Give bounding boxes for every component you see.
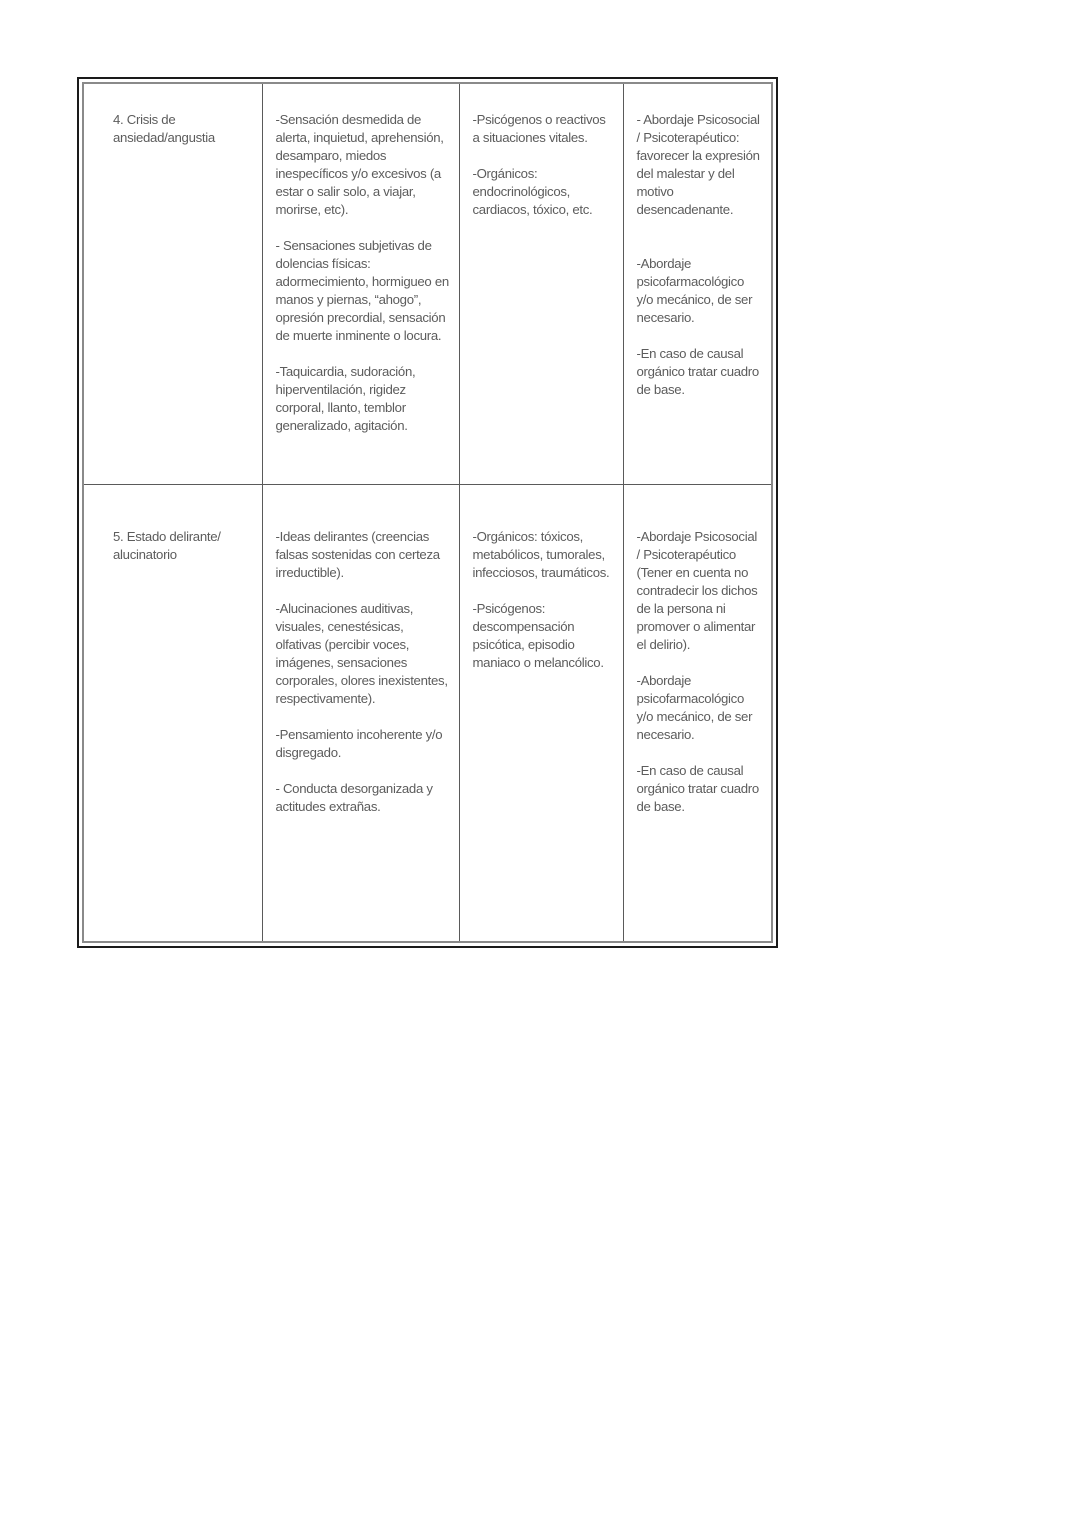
causes-cell xyxy=(459,484,623,941)
approach-cell xyxy=(623,84,771,484)
clinical-table xyxy=(84,84,771,941)
table-row-anxiety-crisis xyxy=(84,84,771,484)
symptoms-cell xyxy=(262,84,459,484)
table-row-delusional-state xyxy=(84,484,771,941)
symptom-paragraph: -Pensamiento incoherente y/o disgregado. xyxy=(275,726,443,760)
cause-paragraph: -Orgánicos: endocrinológicos, cardiacos, tóxico, etc. xyxy=(472,166,593,217)
cause-paragraph: -Psicógenos: descompensación psicótica, episodio maniaco o melancólico. xyxy=(472,600,604,670)
cause-paragraph: -Orgánicos: tóxicos, metabólicos, tumorales, infecciosos, traumáticos. xyxy=(472,528,610,580)
approach-cell xyxy=(623,484,771,941)
cause-paragraph: -Psicógenos o reactivos a situaciones vitales. xyxy=(472,112,606,145)
symptom-paragraph: -Sensación desmedida de alerta, inquietud, aprehensión, desamparo, miedos inespecíficos y/o excesivos (a estar o salir solo, a viajar, morirse, etc). xyxy=(275,112,444,217)
document-table-frame xyxy=(77,77,778,948)
condition-label: 5. Estado delirante/ alucinatorio xyxy=(113,528,221,562)
causes-cell xyxy=(459,84,623,484)
symptoms-cell xyxy=(262,484,459,941)
condition-label: 4. Crisis de ansiedad/angustia xyxy=(113,112,215,145)
document-table-inner-frame xyxy=(82,82,773,943)
condition-cell xyxy=(84,484,262,941)
symptom-paragraph: -Ideas delirantes (creencias falsas sostenidas con certeza irreductible). xyxy=(275,528,440,580)
approach-paragraph: -Abordaje psicofarmacológico y/o mecánico, de ser necesario. xyxy=(636,256,753,325)
symptom-paragraph: -Alucinaciones auditivas, visuales, cenestésicas, olfativas (percibir voces, imágenes, sensaciones corporales, olores inexistentes, respectivamente). xyxy=(275,600,448,706)
approach-paragraph: -Abordaje psicofarmacológico y/o mecánico, de ser necesario. xyxy=(636,672,753,742)
symptom-paragraph: -Taquicardia, sudoración, hiperventilación, rigidez corporal, llanto, temblor generalizado, agitación. xyxy=(275,364,416,433)
symptom-paragraph: - Conducta desorganizada y actitudes extrañas. xyxy=(275,780,433,814)
approach-paragraph: -En caso de causal orgánico tratar cuadro de base. xyxy=(636,346,759,397)
symptom-paragraph: - Sensaciones subjetivas de dolencias físicas: adormecimiento, hormigueo en manos y piernas, “ahogo”, opresión precordial, sensación de muerte inminente o locura. xyxy=(275,238,449,343)
approach-paragraph: - Abordaje Psicosocial / Psicoterapéutico: favorecer la expresión del malestar y del motivo desencadenante. xyxy=(636,112,760,217)
approach-paragraph: -Abordaje Psicosocial / Psicoterapéutico (Tener en cuenta no contradecir los dichos de la persona ni promover o alimentar el delirio). xyxy=(636,528,758,652)
condition-cell xyxy=(84,84,262,484)
approach-paragraph: -En caso de causal orgánico tratar cuadro de base. xyxy=(636,762,759,814)
